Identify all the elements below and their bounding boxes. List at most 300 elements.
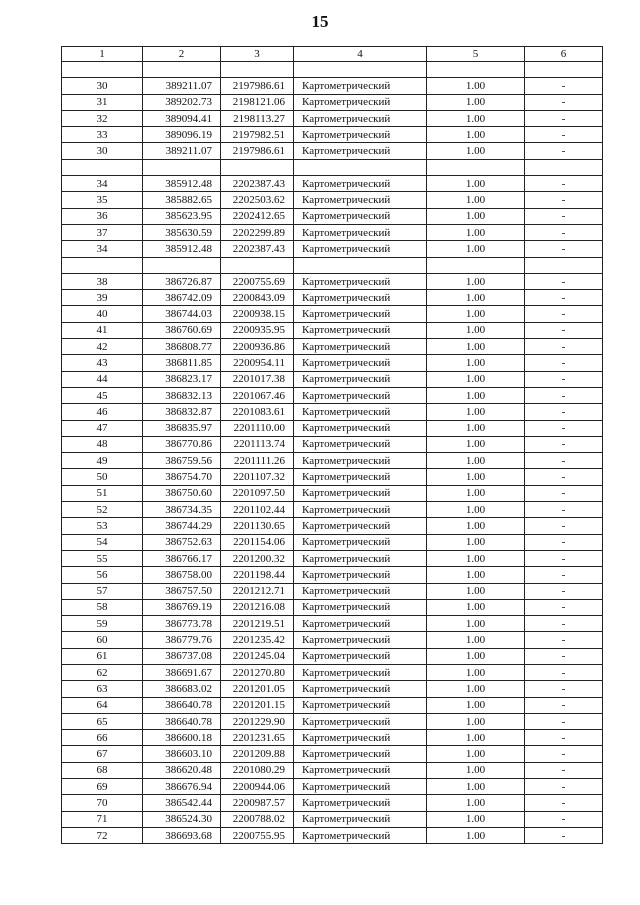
table-cell: 1.00 [427,762,525,778]
table-cell: 1.00 [427,599,525,615]
table-cell: Картометрический [294,339,427,355]
table-cell: 64 [62,697,143,713]
table-cell: - [525,208,603,224]
table-cell: 2201201.05 [221,681,294,697]
table-cell: - [525,176,603,192]
table-cell: Картометрический [294,713,427,729]
table-cell: 1.00 [427,306,525,322]
table-cell: 2201216.08 [221,599,294,615]
table-cell: 1.00 [427,550,525,566]
table-cell: 386754.70 [143,469,221,485]
table-cell: 1.00 [427,616,525,632]
table-cell: 1.00 [427,453,525,469]
table-cell: 38 [62,273,143,289]
header-cell: 6 [525,47,603,62]
table-cell: 2202412.65 [221,208,294,224]
table-cell: - [525,371,603,387]
table-cell: 2201111.26 [221,453,294,469]
table-cell: Картометрический [294,224,427,240]
table-cell: Картометрический [294,420,427,436]
table-cell: - [525,110,603,126]
table-cell: 389211.07 [143,143,221,159]
table-row [62,224,603,240]
table-row [62,746,603,762]
table-cell: - [525,616,603,632]
table-cell: Картометрический [294,681,427,697]
table-cell: 2198121.06 [221,94,294,110]
table-cell: - [525,127,603,143]
table-cell: 1.00 [427,78,525,94]
table-row [62,208,603,224]
table-cell [525,257,603,273]
table-cell: 2197986.61 [221,78,294,94]
table-cell: - [525,762,603,778]
table-cell: 389211.07 [143,78,221,94]
table-cell: 389094.41 [143,110,221,126]
page-number: 15 [311,12,329,31]
table-cell: - [525,664,603,680]
table-cell: Картометрический [294,534,427,550]
table-cell: Картометрический [294,762,427,778]
table-cell: 69 [62,779,143,795]
table-row [62,110,603,126]
table-cell: 1.00 [427,632,525,648]
table-cell: 1.00 [427,127,525,143]
table-cell: 386742.09 [143,290,221,306]
table-row [62,436,603,452]
table-row [62,502,603,518]
table-cell: 61 [62,648,143,664]
table-cell: 1.00 [427,502,525,518]
table-cell: 70 [62,795,143,811]
table-cell: 2200944.06 [221,779,294,795]
table-cell: 1.00 [427,713,525,729]
table-cell [62,159,143,175]
table-cell [221,62,294,78]
table-cell: 2201083.61 [221,404,294,420]
table-cell: 2200936.86 [221,339,294,355]
table-cell [294,62,427,78]
table-cell: Картометрический [294,469,427,485]
table-cell: Картометрический [294,599,427,615]
table-cell: 2201113.74 [221,436,294,452]
table-cell: - [525,583,603,599]
table-cell: 2197986.61 [221,143,294,159]
table-cell: 2201017.38 [221,371,294,387]
table-cell: Картометрический [294,795,427,811]
table-cell [143,159,221,175]
table-cell [294,159,427,175]
table-cell: 2201212.71 [221,583,294,599]
table-separator-row [62,159,603,175]
table-cell: - [525,404,603,420]
table-cell: 1.00 [427,224,525,240]
table-cell: 386676.94 [143,779,221,795]
table-cell: - [525,485,603,501]
table-row [62,127,603,143]
table-cell: 386759.56 [143,453,221,469]
table-row [62,94,603,110]
table-cell: 2200755.95 [221,827,294,843]
table-cell: Картометрический [294,779,427,795]
table-cell: Картометрический [294,811,427,827]
table-cell: - [525,779,603,795]
table-cell: 48 [62,436,143,452]
table-cell: 386758.00 [143,567,221,583]
table-cell: 386744.29 [143,518,221,534]
table-cell: 2202387.43 [221,241,294,257]
table-row [62,322,603,338]
table-cell: 386744.03 [143,306,221,322]
table-row [62,616,603,632]
table-cell: 51 [62,485,143,501]
table-row [62,306,603,322]
table-cell: 386640.78 [143,697,221,713]
table-cell: - [525,339,603,355]
table-row [62,387,603,403]
table-cell: 1.00 [427,404,525,420]
table-cell: 34 [62,176,143,192]
table-cell: 386770.86 [143,436,221,452]
table-cell: Картометрический [294,453,427,469]
table-cell: 2201219.51 [221,616,294,632]
table-cell: 385630.59 [143,224,221,240]
table-cell: 2201067.46 [221,387,294,403]
table-cell: 35 [62,192,143,208]
table-cell: - [525,306,603,322]
table-cell: - [525,420,603,436]
table-cell: 52 [62,502,143,518]
table-cell: 2201270.80 [221,664,294,680]
table-row [62,762,603,778]
table-cell: 43 [62,355,143,371]
table-cell: 58 [62,599,143,615]
table-cell: 44 [62,371,143,387]
table-row [62,697,603,713]
table-cell [525,159,603,175]
table-cell: 386773.78 [143,616,221,632]
table-cell: Картометрический [294,290,427,306]
table-cell: 386811.85 [143,355,221,371]
table-cell: 1.00 [427,469,525,485]
table-row [62,176,603,192]
table-cell: 386693.68 [143,827,221,843]
table-cell: 72 [62,827,143,843]
table-row [62,811,603,827]
table-row [62,273,603,289]
table-cell: 65 [62,713,143,729]
table-row [62,583,603,599]
table-cell: Картометрический [294,78,427,94]
table-cell: Картометрический [294,208,427,224]
table-cell: Картометрический [294,404,427,420]
table-cell: - [525,632,603,648]
table-cell: 1.00 [427,192,525,208]
table-cell: 1.00 [427,143,525,159]
table-cell: 386734.35 [143,502,221,518]
table-cell: 30 [62,143,143,159]
table-cell: - [525,355,603,371]
table-cell: 386524.30 [143,811,221,827]
table-cell: Картометрический [294,648,427,664]
table-cell: 39 [62,290,143,306]
table-cell: 1.00 [427,420,525,436]
table-row [62,534,603,550]
table-cell: 49 [62,453,143,469]
table-cell: 41 [62,322,143,338]
table-cell: 45 [62,387,143,403]
table-cell: 385912.48 [143,176,221,192]
table-cell: 2200843.09 [221,290,294,306]
table-body [62,47,603,844]
coordinates-table [61,46,603,844]
table-cell: 1.00 [427,779,525,795]
table-cell: Картометрический [294,550,427,566]
table-cell: Картометрический [294,273,427,289]
table-cell: 385623.95 [143,208,221,224]
table-cell: 71 [62,811,143,827]
table-cell: 1.00 [427,436,525,452]
table-cell: 386640.78 [143,713,221,729]
table-row [62,730,603,746]
table-cell: 1.00 [427,355,525,371]
table-cell: 386683.02 [143,681,221,697]
table-cell [294,257,427,273]
table-cell: - [525,143,603,159]
table-cell: - [525,436,603,452]
table-cell: 389202.73 [143,94,221,110]
table-cell: 32 [62,110,143,126]
table-cell: 2200987.57 [221,795,294,811]
table-cell: 2201200.32 [221,550,294,566]
table-cell: Картометрический [294,697,427,713]
table-cell: - [525,224,603,240]
table-cell: Картометрический [294,387,427,403]
table-cell: 1.00 [427,94,525,110]
table-cell: 386832.87 [143,404,221,420]
table-cell: 1.00 [427,110,525,126]
table-cell: - [525,94,603,110]
table-row [62,339,603,355]
table-cell: 386726.87 [143,273,221,289]
table-row [62,290,603,306]
table-cell: 42 [62,339,143,355]
table-row [62,241,603,257]
table-row [62,795,603,811]
table-cell: Картометрический [294,176,427,192]
table-cell: 50 [62,469,143,485]
table-row [62,632,603,648]
table-cell: 1.00 [427,827,525,843]
table-cell: Картометрический [294,616,427,632]
table-cell: Картометрический [294,827,427,843]
table-cell: - [525,599,603,615]
table-cell: 2201201.15 [221,697,294,713]
table-cell: 1.00 [427,518,525,534]
table-cell: - [525,795,603,811]
table-cell: 1.00 [427,387,525,403]
table-cell: - [525,713,603,729]
table-cell: 386832.13 [143,387,221,403]
table-cell: 36 [62,208,143,224]
table-cell: 386750.60 [143,485,221,501]
table-cell [427,62,525,78]
table-cell: 2200755.69 [221,273,294,289]
table-cell: 66 [62,730,143,746]
table-row [62,143,603,159]
table-cell: 2198113.27 [221,110,294,126]
table-cell: 2201229.90 [221,713,294,729]
table-cell: 56 [62,567,143,583]
table-cell: 385882.65 [143,192,221,208]
table-cell: Картометрический [294,567,427,583]
table-cell: Картометрический [294,632,427,648]
table-cell: 1.00 [427,664,525,680]
table-cell: 2200938.15 [221,306,294,322]
table-cell: 60 [62,632,143,648]
table-cell: 53 [62,518,143,534]
table-cell: - [525,322,603,338]
table-cell: 386620.48 [143,762,221,778]
table-cell: 2201080.29 [221,762,294,778]
table-cell: 386542.44 [143,795,221,811]
table-cell: 1.00 [427,567,525,583]
table-cell: 68 [62,762,143,778]
table-cell: Картометрический [294,664,427,680]
table-cell: Картометрический [294,485,427,501]
table-row [62,453,603,469]
table-row [62,469,603,485]
table-row [62,485,603,501]
table-cell: 37 [62,224,143,240]
table-cell: 30 [62,78,143,94]
table-row [62,664,603,680]
table-cell: Картометрический [294,127,427,143]
table-cell: 2201198.44 [221,567,294,583]
table-cell: 1.00 [427,322,525,338]
table-cell: - [525,241,603,257]
table-cell: Картометрический [294,94,427,110]
table-cell [62,62,143,78]
table-cell: Картометрический [294,436,427,452]
table-cell [427,257,525,273]
table-cell: Картометрический [294,110,427,126]
table-cell: - [525,273,603,289]
table-cell: 386600.18 [143,730,221,746]
table-header-row [62,47,603,62]
table-cell: 1.00 [427,697,525,713]
table-cell: Картометрический [294,518,427,534]
table-cell: - [525,387,603,403]
table-cell: Картометрический [294,502,427,518]
table-cell [427,159,525,175]
table-cell: Картометрический [294,306,427,322]
table-cell: - [525,290,603,306]
header-cell: 1 [62,47,143,62]
table-cell [525,62,603,78]
table-cell: 386737.08 [143,648,221,664]
table-cell: 46 [62,404,143,420]
table-cell: 2201235.42 [221,632,294,648]
table-row [62,518,603,534]
table-cell: 2202299.89 [221,224,294,240]
table-cell: - [525,730,603,746]
table-cell: 1.00 [427,648,525,664]
table-cell [221,159,294,175]
table-cell: 62 [62,664,143,680]
table-cell: 1.00 [427,583,525,599]
table-cell: - [525,469,603,485]
table-cell: Картометрический [294,371,427,387]
table-separator-row [62,62,603,78]
table-cell: 2201130.65 [221,518,294,534]
table-cell: 386752.63 [143,534,221,550]
table-cell: - [525,811,603,827]
table-cell: 47 [62,420,143,436]
table-row [62,713,603,729]
table-cell: 1.00 [427,371,525,387]
table-cell: Картометрический [294,583,427,599]
table-cell: 67 [62,746,143,762]
table-cell: 1.00 [427,681,525,697]
table-cell: 386766.17 [143,550,221,566]
table-cell: 2201245.04 [221,648,294,664]
table-row [62,404,603,420]
table-cell: - [525,681,603,697]
table-cell: 389096.19 [143,127,221,143]
table-cell: 2201154.06 [221,534,294,550]
table-cell: Картометрический [294,143,427,159]
table-cell: 2202503.62 [221,192,294,208]
table-cell [143,257,221,273]
table-cell: - [525,567,603,583]
header-cell: 2 [143,47,221,62]
table-row [62,371,603,387]
header-cell: 4 [294,47,427,62]
table-row [62,550,603,566]
table-row [62,78,603,94]
table-row [62,779,603,795]
table-cell: - [525,78,603,94]
table-cell: 386769.19 [143,599,221,615]
table-cell: Картометрический [294,730,427,746]
table-row [62,599,603,615]
table-cell: 386691.67 [143,664,221,680]
table-cell: 1.00 [427,746,525,762]
table-cell: Картометрический [294,192,427,208]
table-cell: - [525,518,603,534]
table-cell: 57 [62,583,143,599]
table-row [62,192,603,208]
table-cell: - [525,550,603,566]
table-row [62,681,603,697]
table-cell: - [525,697,603,713]
table-cell: 386757.50 [143,583,221,599]
table-cell: Картометрический [294,322,427,338]
table-cell: 2202387.43 [221,176,294,192]
table-cell: 34 [62,241,143,257]
table-cell: 1.00 [427,176,525,192]
table-row [62,567,603,583]
table-cell: - [525,827,603,843]
table-cell: Картометрический [294,746,427,762]
table-cell: 2200954.11 [221,355,294,371]
table-cell: 1.00 [427,485,525,501]
table-cell: 1.00 [427,811,525,827]
table-row [62,355,603,371]
table-cell: 33 [62,127,143,143]
table-cell: Картометрический [294,355,427,371]
